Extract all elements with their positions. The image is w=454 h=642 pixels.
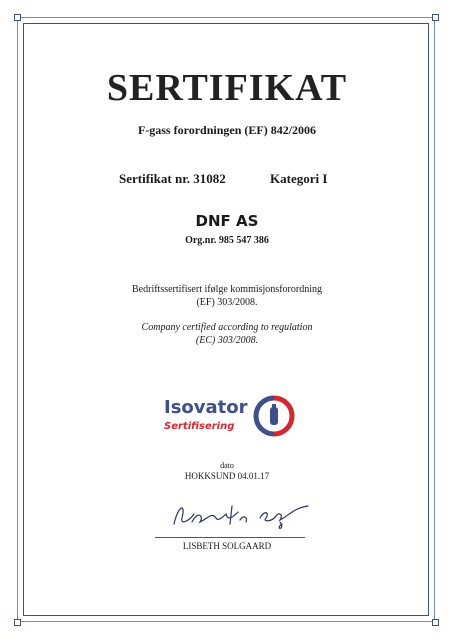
isovator-logo-subtitle: Sertifisering [164, 421, 235, 432]
norwegian-statement-line: (EF) 303/2008. [196, 297, 258, 308]
english-statement-line: Company certified according to regulation [141, 322, 313, 333]
place-and-date: HOKKSUND 04.01.17 [184, 471, 270, 481]
org-number: Org.nr. 985 547 386 [185, 235, 269, 246]
corner-ornament [14, 619, 21, 626]
corner-ornament [432, 619, 439, 626]
certificate-category: Kategori I [270, 171, 328, 186]
signer-name: LISBETH SOLGAARD [182, 541, 272, 551]
date-label: dato [220, 461, 234, 470]
corner-ornament [432, 14, 439, 21]
handwritten-signature [168, 496, 318, 532]
isovator-logo-name: Isovator [164, 397, 248, 418]
isovator-logo-icon [252, 394, 296, 438]
norwegian-statement-line: Bedriftssertifisert ifølge kommisjonsforordning [132, 284, 322, 295]
company-name: DNF AS [195, 212, 259, 230]
norwegian-statement [0, 283, 454, 309]
english-statement-line: (EC) 303/2008. [195, 335, 259, 346]
signature-line [155, 537, 305, 538]
certificate-number: Sertifikat nr. 31082 [119, 171, 226, 186]
corner-ornament [14, 14, 21, 21]
english-statement [0, 321, 454, 347]
regulation-subtitle: F-gass forordningen (EF) 842/2006 [137, 123, 317, 137]
certificate-title: SERTIFIKAT [106, 67, 348, 109]
